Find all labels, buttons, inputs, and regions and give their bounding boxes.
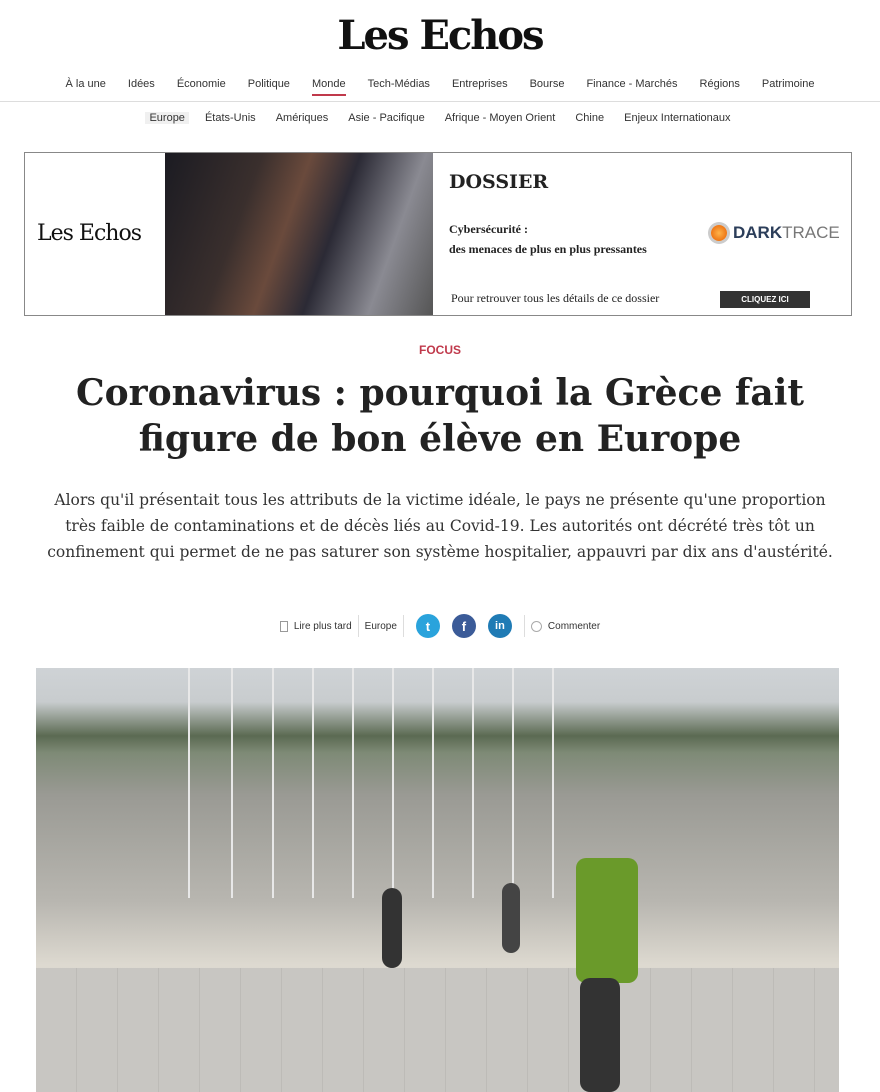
subnav-item-active[interactable]: Europe (145, 112, 188, 124)
ad-logo: Les Echos (37, 221, 141, 246)
linkedin-icon[interactable]: in (488, 614, 512, 638)
divider (403, 615, 404, 637)
nav-item[interactable]: Finance - Marchés (586, 78, 678, 90)
nav-item[interactable]: Économie (176, 78, 226, 90)
subnav-item[interactable]: Amériques (275, 112, 329, 124)
comment-link[interactable]: Commenter (547, 620, 601, 632)
ad-heading: DOSSIER (449, 171, 549, 193)
ad-photo (165, 153, 433, 315)
subnav-item[interactable]: Enjeux Internationaux (624, 112, 731, 124)
nav-item[interactable]: À la une (65, 78, 106, 90)
divider (0, 101, 880, 102)
divider (358, 615, 359, 637)
article-toolbar (0, 614, 880, 638)
article-photo (36, 668, 839, 1092)
nav-item[interactable]: Idées (127, 78, 155, 90)
sub-nav (0, 112, 880, 124)
ad-cta-button[interactable]: CLIQUEZ ICI (720, 291, 810, 308)
article-kicker: FOCUS (419, 343, 461, 357)
subnav-item[interactable]: Asie - Pacifique (348, 112, 425, 124)
nav-item[interactable]: Régions (699, 78, 740, 90)
article-title: Coronavirus : pourquoi la Grèce fait figure de bon élève en Europe (75, 372, 804, 460)
subnav-item[interactable]: États-Unis (204, 112, 256, 124)
facebook-icon[interactable]: f (452, 614, 476, 638)
nav-item[interactable]: Tech-Médias (367, 78, 430, 90)
darktrace-icon (711, 225, 727, 241)
subnav-item[interactable]: Afrique - Moyen Orient (444, 112, 556, 124)
nav-item-active[interactable]: Monde (301, 78, 357, 90)
site-logo[interactable]: Les Echos (337, 12, 543, 59)
nav-item[interactable]: Patrimoine (761, 78, 815, 90)
comment-icon[interactable] (531, 621, 542, 632)
ad-banner[interactable] (24, 152, 852, 316)
darktrace-logo: DARKTRACE (711, 223, 840, 243)
nav-item[interactable]: Entreprises (451, 78, 508, 90)
article-lead: Alors qu'il présentait tous les attributs de la victime idéale, le pays ne présente qu'une proportion très faible de contaminations et de décès liés au Covid-19. Les autorités ont décrété très tôt un confinement qui permet de ne pas saturer son système hospitalier, appauvri par dix ans d'austérité. (47, 491, 833, 561)
subnav-item[interactable]: Chine (575, 112, 605, 124)
read-later-link[interactable]: Lire plus tard (293, 620, 352, 632)
nav-item[interactable]: Bourse (529, 78, 565, 90)
bookmark-icon[interactable] (280, 621, 288, 632)
main-nav (0, 78, 880, 90)
ad-text: Cybersécurité : des menaces de plus en plus pressantes (449, 222, 647, 256)
ad-footer: Pour retrouver tous les détails de ce dossier (451, 291, 660, 305)
section-link[interactable]: Europe (364, 620, 397, 632)
nav-item[interactable]: Politique (247, 78, 290, 90)
divider (524, 615, 525, 637)
twitter-icon[interactable]: t (416, 614, 440, 638)
